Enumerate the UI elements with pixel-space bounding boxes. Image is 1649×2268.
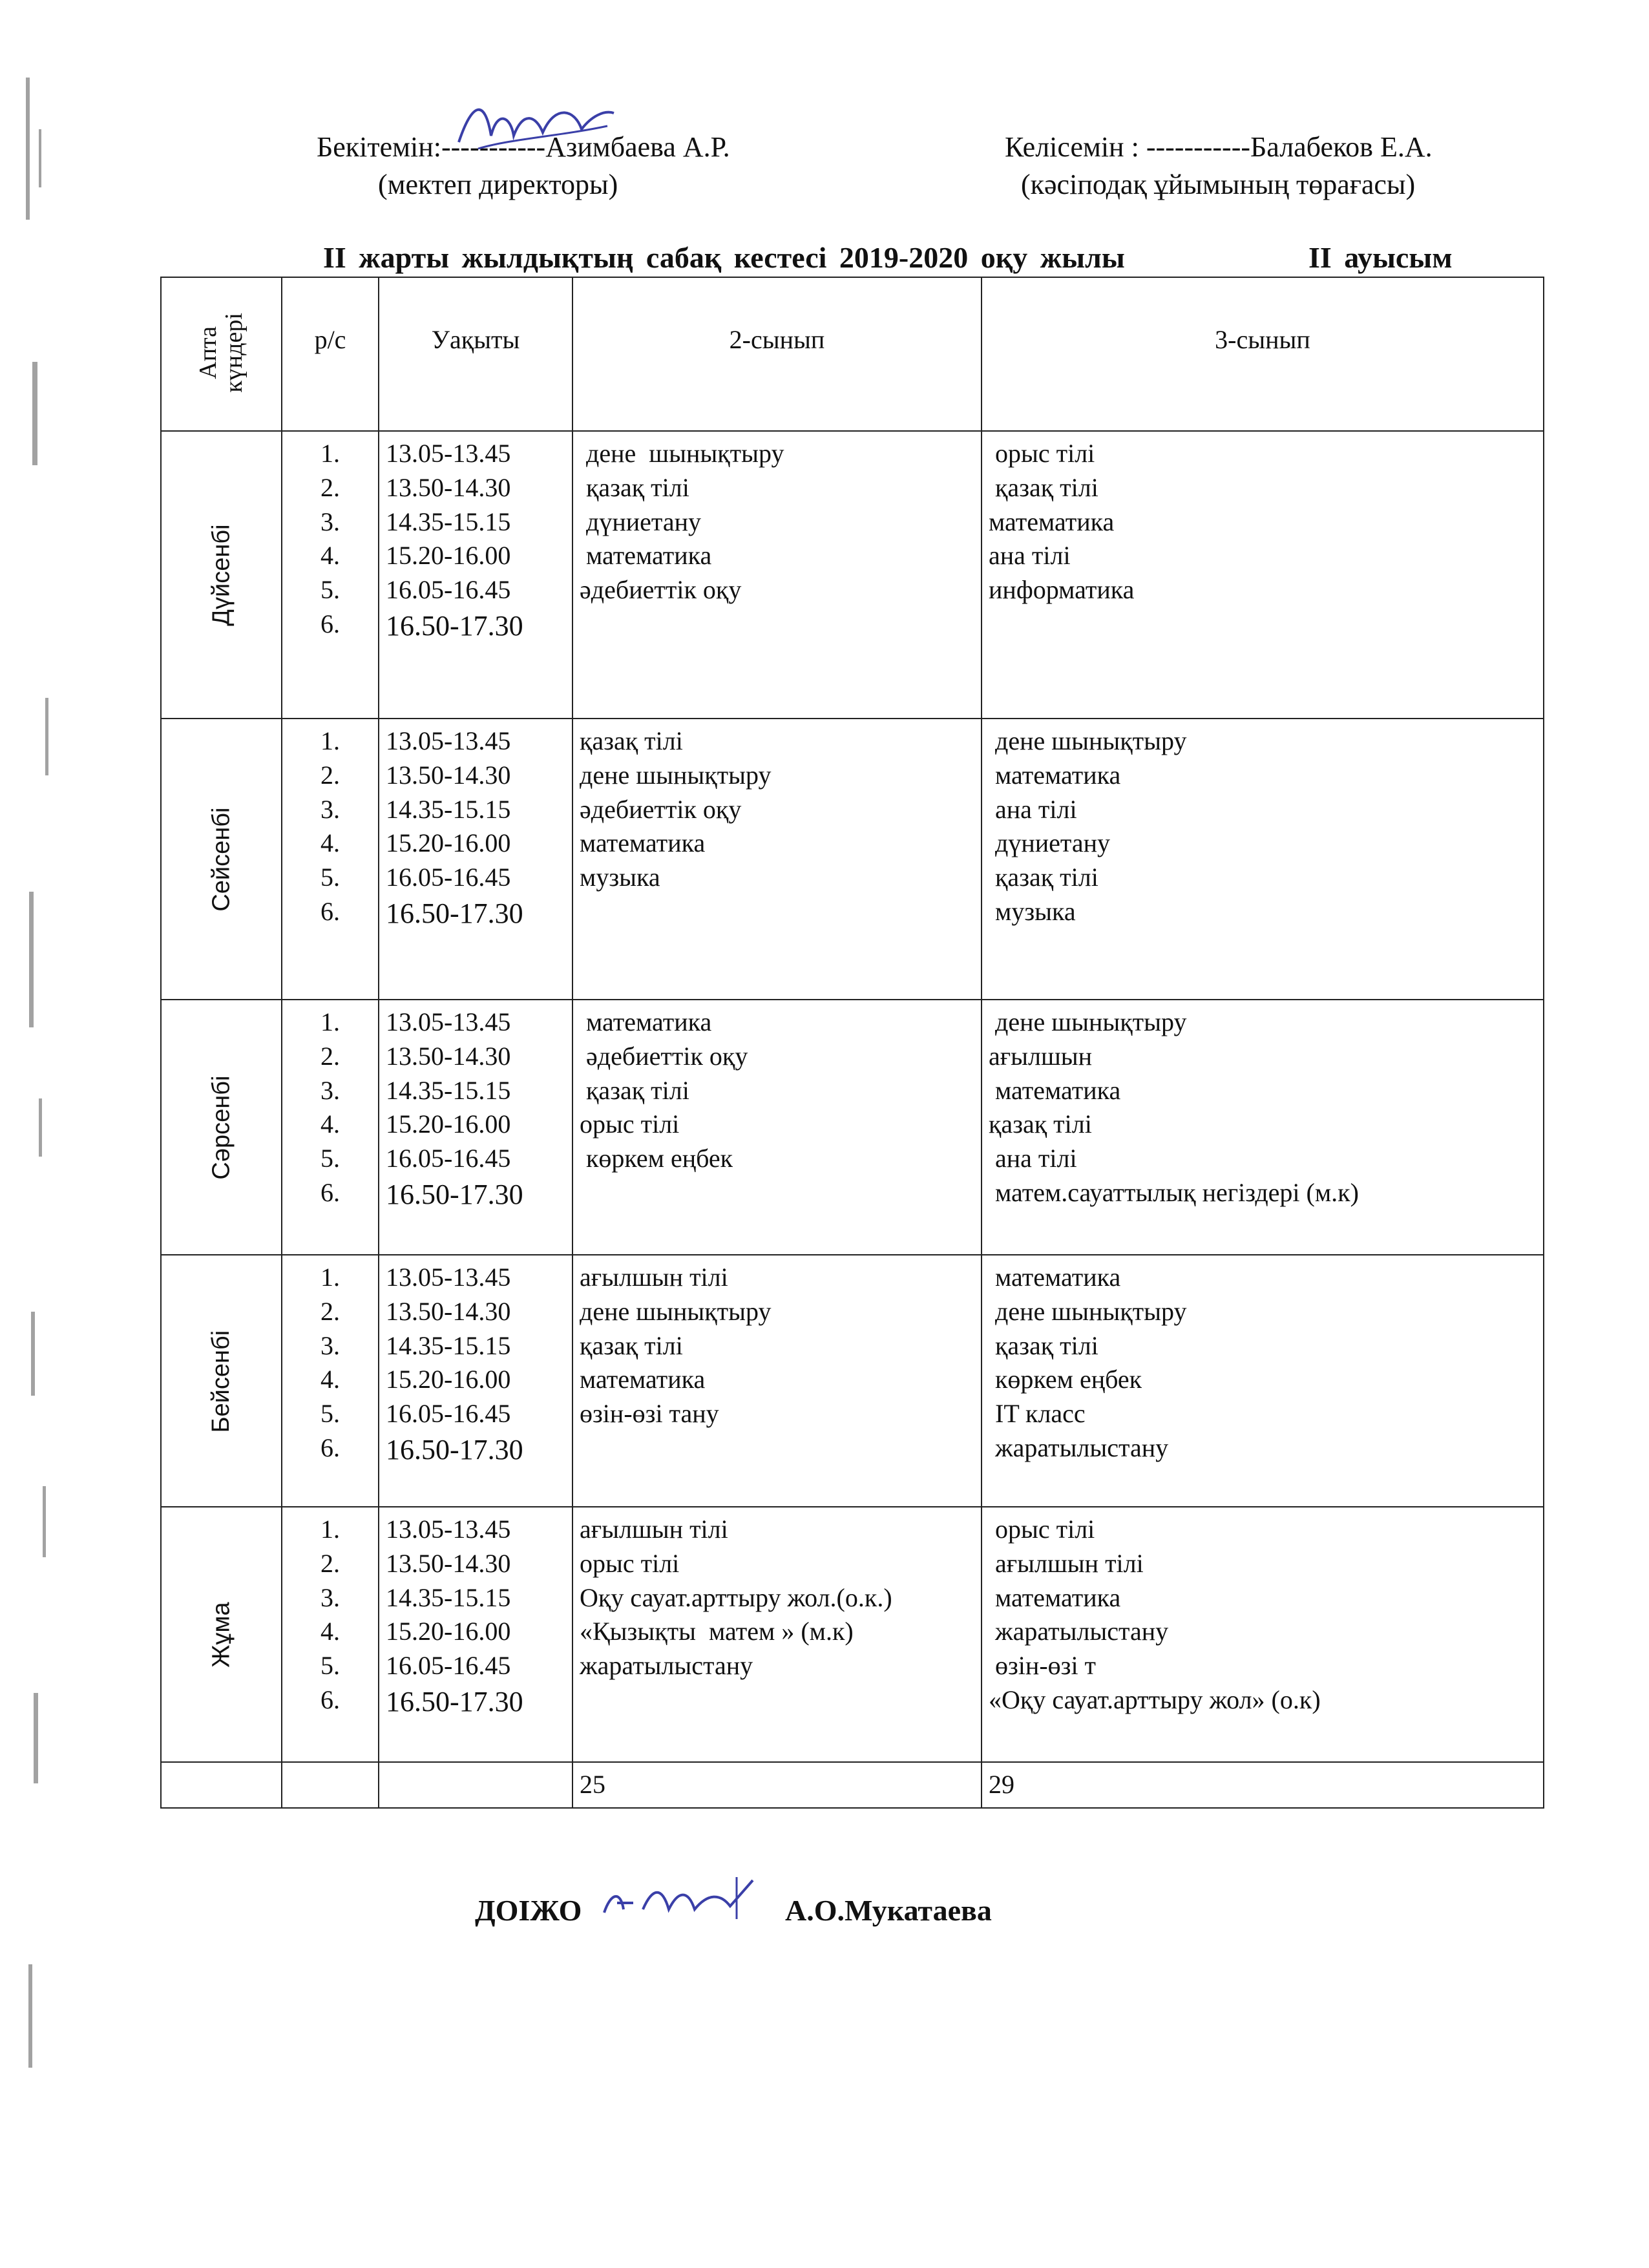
lesson-number: 3. [320, 1330, 340, 1360]
approval-right-role: (кәсіподақ ұйымының төрағасы) [1021, 169, 1416, 200]
footer-signature [598, 1874, 766, 1932]
times-cell [379, 719, 572, 1000]
class3-subject: өзін-өзі т [989, 1651, 1097, 1681]
class2-subject: қазақ тілі [580, 726, 683, 755]
class3-subject: дүниетану [989, 828, 1111, 858]
class3-subject: ана тілі [989, 1144, 1077, 1173]
lesson-time: 16.05-16.45 [386, 1651, 511, 1681]
class2-subject: өзін-өзі тану [580, 1399, 719, 1429]
class2-list [580, 1005, 974, 1176]
lesson-time: 15.20-16.00 [386, 1365, 511, 1394]
class2-cell [572, 1000, 982, 1255]
footer [475, 1893, 992, 1927]
approval-left-name: Азимбаева А.Р. [545, 131, 730, 163]
lesson-time: 13.05-13.45 [386, 726, 511, 755]
day-name-cell [161, 1000, 282, 1255]
day-row [161, 1507, 1544, 1762]
class2-cell [572, 1255, 982, 1507]
class2-subject: дүниетану [580, 507, 702, 536]
lesson-number: 6. [320, 1685, 340, 1714]
lesson-time: 13.50-14.30 [386, 1548, 511, 1578]
class2-subject: қазақ тілі [580, 472, 689, 502]
lesson-number: 5. [320, 575, 340, 605]
class3-subject: информатика [989, 575, 1135, 605]
nums-cell [282, 431, 379, 719]
class2-subject: математика [580, 1007, 712, 1036]
times-cell [379, 1000, 572, 1255]
approval-left-label: Бекітемін: [317, 131, 441, 163]
lesson-time: 16.05-16.45 [386, 575, 511, 605]
class2-list [580, 724, 974, 895]
nums-cell [282, 1255, 379, 1507]
class3-subject: математика [989, 1075, 1121, 1105]
class3-subject: жаратылыстану [989, 1433, 1169, 1462]
lesson-time: 13.50-14.30 [386, 760, 511, 790]
lesson-number: 4. [320, 1109, 340, 1139]
class2-subject: жаратылыстану [580, 1651, 753, 1681]
lesson-number: 3. [320, 794, 340, 824]
approval-left-role: (мектеп директоры) [378, 169, 618, 200]
class2-subject: қазақ тілі [580, 1075, 689, 1105]
lesson-time: 13.50-14.30 [386, 1041, 511, 1071]
class2-subject: қазақ тілі [580, 1330, 683, 1360]
header-time: Уақыты [379, 277, 572, 431]
class3-subject: көркем еңбек [989, 1365, 1142, 1394]
lesson-time: 16.50-17.30 [386, 1178, 523, 1210]
lesson-time: 16.50-17.30 [386, 1685, 523, 1717]
times-cell [379, 1255, 572, 1507]
class3-subject: дене шынықтыру [989, 726, 1187, 755]
lesson-number: 5. [320, 1144, 340, 1173]
header-day [161, 277, 282, 431]
day-name-cell [161, 1255, 282, 1507]
lesson-time: 15.20-16.00 [386, 1617, 511, 1646]
day-name-cell [161, 1507, 282, 1762]
class2-cell [572, 719, 982, 1000]
nums-list [289, 1513, 372, 1717]
footer-label: ДОІЖО [475, 1894, 582, 1927]
schedule-title [323, 240, 1453, 275]
day-row [161, 431, 1544, 719]
class2-subject: «Қызықты матем » (м.к) [580, 1617, 854, 1646]
times-list [386, 724, 565, 932]
lesson-time: 14.35-15.15 [386, 507, 511, 536]
totals-empty-num [282, 1762, 379, 1808]
class2-cell [572, 1507, 982, 1762]
lesson-number: 6. [320, 896, 340, 926]
lesson-time: 16.05-16.45 [386, 863, 511, 892]
class3-subject: дене шынықтыру [989, 1007, 1187, 1036]
lesson-time: 16.50-17.30 [386, 1433, 523, 1465]
lesson-number: 1. [320, 726, 340, 755]
class3-subject: ағылшын [989, 1041, 1093, 1071]
class3-subject: «Оқу сауат.арттыру жол» (о.к) [989, 1685, 1321, 1714]
lesson-number: 6. [320, 1177, 340, 1207]
lesson-number: 4. [320, 541, 340, 571]
schedule-body [161, 431, 1544, 1762]
class2-subject: математика [580, 828, 706, 858]
nums-cell [282, 1507, 379, 1762]
class2-subject: дене шынықтыру [580, 439, 784, 468]
class3-list [989, 437, 1537, 607]
lesson-time: 13.50-14.30 [386, 472, 511, 502]
class2-subject: ағылшын тілі [580, 1263, 728, 1292]
lesson-number: 2. [320, 760, 340, 790]
lesson-number: 6. [320, 1433, 340, 1462]
nums-list [289, 437, 372, 642]
lesson-number: 2. [320, 1296, 340, 1326]
class2-subject: ағылшын тілі [580, 1515, 728, 1544]
director-signature [452, 90, 620, 162]
schedule-table [160, 277, 1544, 1809]
lesson-time: 13.05-13.45 [386, 439, 511, 468]
scan-noise-strip [0, 0, 97, 2268]
approval-right-dashes: ----------- [1146, 131, 1251, 163]
total-class3: 29 [982, 1762, 1544, 1808]
class3-subject: математика [989, 1263, 1121, 1292]
lesson-time: 14.35-15.15 [386, 1330, 511, 1360]
class2-subject: математика [580, 1365, 706, 1394]
day-row [161, 1255, 1544, 1507]
class3-subject: қазақ тілі [989, 472, 1098, 502]
lesson-time: 16.05-16.45 [386, 1399, 511, 1429]
total-class2: 25 [572, 1762, 982, 1808]
class3-subject: жаратылыстану [989, 1617, 1169, 1646]
class3-subject: дене шынықтыру [989, 1296, 1187, 1326]
lesson-number: 2. [320, 1548, 340, 1578]
lesson-number: 5. [320, 863, 340, 892]
class3-subject: орыс тілі [989, 1515, 1095, 1544]
class3-list [989, 724, 1537, 929]
lesson-time: 13.05-13.45 [386, 1515, 511, 1544]
class2-subject: дене шынықтыру [580, 1296, 772, 1326]
class3-subject: қазақ тілі [989, 863, 1098, 892]
lesson-number: 1. [320, 1515, 340, 1544]
class2-subject: орыс тілі [580, 1548, 680, 1578]
lesson-time: 14.35-15.15 [386, 1582, 511, 1612]
lesson-time: 13.05-13.45 [386, 1007, 511, 1036]
class2-list [580, 437, 974, 607]
lesson-number: 3. [320, 507, 340, 536]
day-row [161, 719, 1544, 1000]
class3-subject: математика [989, 760, 1121, 790]
day-name: Сәрсенбі [207, 1075, 235, 1180]
class3-subject: қазақ тілі [989, 1330, 1098, 1360]
lesson-time: 14.35-15.15 [386, 1075, 511, 1105]
approval-right [1005, 129, 1433, 165]
class3-subject: қазақ тілі [989, 1109, 1092, 1139]
class3-list [989, 1513, 1537, 1717]
class3-subject: математика [989, 507, 1115, 536]
times-list [386, 1261, 565, 1469]
table-header-row [161, 277, 1544, 431]
lesson-number: 4. [320, 1617, 340, 1646]
lesson-number: 5. [320, 1651, 340, 1681]
class3-cell [982, 1507, 1544, 1762]
nums-cell [282, 719, 379, 1000]
day-row [161, 1000, 1544, 1255]
lesson-number: 2. [320, 1041, 340, 1071]
lesson-number: 4. [320, 828, 340, 858]
lesson-number: 3. [320, 1075, 340, 1105]
nums-list [289, 1005, 372, 1210]
class3-cell [982, 1000, 1544, 1255]
lesson-number: 2. [320, 472, 340, 502]
day-name-cell [161, 719, 282, 1000]
lesson-number: 1. [320, 439, 340, 468]
class3-cell [982, 431, 1544, 719]
lesson-time: 15.20-16.00 [386, 828, 511, 858]
header-class2: 2-сынып [572, 277, 982, 431]
class2-cell [572, 431, 982, 719]
class2-subject: Оқу сауат.арттыру жол.(о.к.) [580, 1582, 892, 1612]
lesson-number: 4. [320, 1365, 340, 1394]
class2-subject: әдебиеттік оқу [580, 1041, 748, 1071]
times-list [386, 1005, 565, 1213]
lesson-time: 13.50-14.30 [386, 1296, 511, 1326]
class2-subject: көркем еңбек [580, 1144, 733, 1173]
class2-subject: орыс тілі [580, 1109, 680, 1139]
class2-subject: математика [580, 541, 712, 571]
times-cell [379, 431, 572, 719]
footer-name: А.О.Мукатаева [785, 1894, 992, 1927]
class3-cell [982, 719, 1544, 1000]
header-day-label: Апта күндері [194, 312, 247, 393]
class2-subject: әдебиеттік оқу [580, 575, 742, 605]
lesson-time: 13.05-13.45 [386, 1263, 511, 1292]
nums-list [289, 1261, 372, 1465]
class3-subject: матем.сауаттылық негіздері (м.к) [989, 1177, 1359, 1207]
times-list [386, 437, 565, 645]
class3-subject: IT класс [989, 1399, 1086, 1429]
lesson-number: 6. [320, 609, 340, 638]
lesson-time: 14.35-15.15 [386, 794, 511, 824]
lesson-number: 1. [320, 1007, 340, 1036]
day-name: Дүйсенбі [207, 524, 235, 626]
lesson-time: 16.05-16.45 [386, 1144, 511, 1173]
approval-right-label: Келісемін : [1005, 131, 1139, 163]
lesson-number: 3. [320, 1582, 340, 1612]
lesson-number: 1. [320, 1263, 340, 1292]
times-cell [379, 1507, 572, 1762]
class2-subject: дене шынықтыру [580, 760, 772, 790]
lesson-number: 5. [320, 1399, 340, 1429]
totals-empty-time [379, 1762, 572, 1808]
class2-subject: әдебиеттік оқу [580, 794, 742, 824]
class2-subject: музыка [580, 863, 660, 892]
totals-row [161, 1762, 1544, 1808]
class3-subject: музыка [989, 896, 1076, 926]
header-num: р/с [282, 277, 379, 431]
times-list [386, 1513, 565, 1721]
totals-empty-day [161, 1762, 282, 1808]
day-name: Жұма [207, 1602, 235, 1668]
class2-list [580, 1261, 974, 1431]
approval-right-name: Балабеков Е.А. [1250, 131, 1433, 163]
nums-list [289, 724, 372, 929]
class3-subject: орыс тілі [989, 439, 1095, 468]
class3-cell [982, 1255, 1544, 1507]
lesson-time: 16.50-17.30 [386, 897, 523, 929]
class3-list [989, 1005, 1537, 1210]
class3-list [989, 1261, 1537, 1465]
schedule-title-text: II жарты жылдықтың сабақ кестесі 2019-2020 оқу жылы [323, 241, 1125, 274]
class2-list [580, 1513, 974, 1683]
class3-subject: ана тілі [989, 541, 1071, 571]
day-name: Бейсенбі [207, 1330, 235, 1433]
lesson-time: 16.50-17.30 [386, 609, 523, 642]
schedule-shift: II ауысым [1308, 241, 1453, 274]
nums-cell [282, 1000, 379, 1255]
header-class3: 3-сынып [982, 277, 1544, 431]
day-name: Сейсенбі [207, 807, 235, 912]
class3-subject: математика [989, 1582, 1121, 1612]
lesson-time: 15.20-16.00 [386, 541, 511, 571]
class3-subject: ана тілі [989, 794, 1077, 824]
lesson-time: 15.20-16.00 [386, 1109, 511, 1139]
class3-subject: ағылшын тілі [989, 1548, 1144, 1578]
approval-left-dashes: ----------- [441, 131, 546, 163]
day-name-cell [161, 431, 282, 719]
